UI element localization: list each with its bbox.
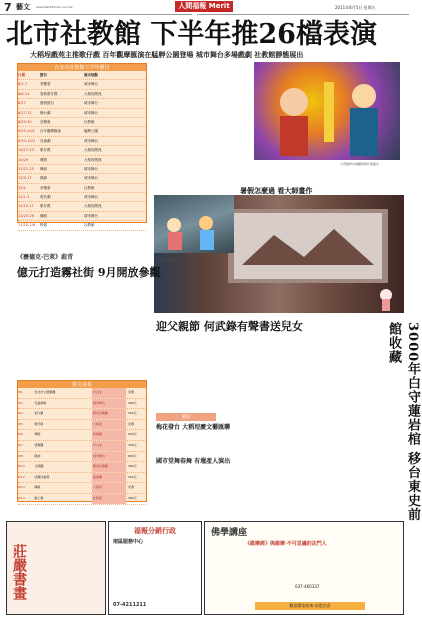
calendar-rows: [18, 388, 146, 505]
mini-title-right: 國市堂舞春舞 有壇產人演出: [156, 458, 231, 465]
schedule-venue: 大稻埕戲苑: [84, 157, 102, 162]
children-icon: [154, 195, 234, 253]
calendar-price: 免費: [128, 485, 135, 490]
schedule-program: 藝術節目: [40, 101, 54, 106]
schedule-date: 8/29-30: [18, 119, 32, 124]
calendar-venue: 中山堂: [92, 441, 126, 451]
ad-calligraphy[interactable]: [6, 521, 106, 615]
calendar-date: 8/14: [18, 495, 25, 500]
calendar-event: 弦樂四重奏: [34, 474, 50, 479]
schedule-row: [18, 118, 146, 127]
schedule-venue: 社教館: [84, 185, 95, 190]
website-url[interactable]: www.MeritTimes.com.tw: [36, 5, 73, 9]
schedule-venue: 城市舞台: [84, 138, 98, 143]
calendar-row: [18, 494, 146, 505]
calendar-event: 合唱團: [34, 464, 44, 469]
schedule-row: [18, 90, 146, 99]
mini-title-left: 梅花發台 大稻埕慶文藝匯聯: [156, 424, 231, 431]
schedule-program: 百年觀摩匯演: [40, 129, 61, 134]
article-body-left: [20, 225, 144, 247]
ad-lecture-sub: 《維摩經》與維摩‧不可思議的法門人: [245, 541, 327, 547]
schedule-date: 10/29: [18, 157, 29, 162]
calendar-price: 800元: [128, 453, 137, 458]
schedule-venue: 城市舞台: [84, 195, 98, 200]
section-body-left: [17, 284, 145, 366]
schedule-row: [18, 156, 146, 165]
ad-calligraphy-title: 莊嚴書畫: [11, 544, 27, 600]
section-title-center: 迎父親節 何武錄有聲書送兒女: [156, 320, 303, 333]
section-label: 藝文: [16, 3, 30, 11]
calendar-event: 兒童劇場: [34, 400, 47, 405]
ad-distribution-phone: 07-4211211: [113, 602, 147, 608]
calendar-row: [18, 399, 146, 410]
ad-distribution-sub: 南區服務中心: [113, 539, 144, 545]
ad-calligraphy-text: [31, 526, 101, 610]
schedule-venue: 城市舞台: [84, 101, 98, 106]
calendar-price: 500元: [128, 411, 137, 416]
calendar-price: 400元: [128, 400, 137, 405]
schedule-date: 10/17-23: [18, 148, 34, 153]
schedule-venue: 大稻埕戲苑: [84, 91, 102, 96]
ad-distribution-title: 福報分銷行政: [134, 527, 176, 535]
calendar-date: 8/12: [18, 474, 25, 479]
calendar-price: 免費: [128, 421, 135, 426]
calendar-venue: 大稻埕: [92, 420, 126, 430]
schedule-row: [18, 146, 146, 155]
calendar-row: [18, 473, 146, 484]
schedule-program: 特展: [40, 223, 47, 228]
calendar-date: 8/8: [18, 453, 23, 458]
calendar-price: 300元: [128, 495, 137, 500]
calendar-row: [18, 483, 146, 494]
calendar-venue: 演奏廳: [92, 473, 126, 483]
calendar-row: [18, 388, 146, 399]
schedule-venue: 城市舞台: [84, 82, 98, 87]
schedule-program: 音樂會: [40, 119, 51, 124]
calendar-venue: 大稻埕: [92, 483, 126, 493]
calendar-venue: 中山堂: [92, 388, 126, 398]
calendar-event: 爵士樂: [34, 495, 44, 500]
schedule-date: 8/1-7: [18, 82, 28, 87]
schedule-rows: [18, 80, 146, 230]
schedule-date: 12/25-26: [18, 213, 34, 218]
schedule-date: 8/17: [18, 101, 26, 106]
calendar-date: 8/2: [18, 400, 23, 405]
ad-distribution-text: [113, 546, 197, 598]
schedule-program: 舞蹈: [40, 213, 47, 218]
calendar-venue: 城市舞台: [92, 399, 126, 409]
mini-body-left: [156, 431, 380, 453]
newspaper-logo: 人間福報 Merit Times: [175, 1, 233, 12]
mini-body-right: [156, 465, 380, 505]
kids-photo-caption: 小朋友參觀畫展: [156, 258, 178, 262]
calendar-price: 免費: [128, 390, 135, 394]
calendar-row: [18, 462, 146, 473]
schedule-program: 舞台劇: [40, 110, 51, 115]
schedule-row: [18, 202, 146, 211]
ad-lecture-title: 佛學講座: [211, 528, 248, 538]
opera-figures-icon: [254, 62, 400, 160]
opera-photo: [254, 62, 400, 160]
calendar-row: [18, 430, 146, 441]
schedule-venue: 城市舞台: [84, 176, 98, 181]
calendar-venue: 國家音樂廳: [92, 462, 126, 472]
calendar-price: 400元: [128, 464, 137, 469]
schedule-date: 12/10-11: [18, 204, 34, 209]
schedule-program: 兒童劇: [40, 138, 51, 143]
schedule-row: [18, 174, 146, 183]
calendar-row: [18, 441, 146, 452]
schedule-header-row: [18, 71, 146, 80]
calendar-date: 8/1: [18, 390, 23, 394]
calendar-event: 歌仔戲: [34, 421, 44, 426]
calendar-row: [18, 420, 146, 431]
calendar-date: 8/7: [18, 442, 23, 447]
schedule-date: 8/8-14: [18, 91, 30, 96]
schedule-venue: 社教館: [84, 119, 95, 124]
calendar-event: 舞蹈: [34, 432, 41, 437]
section-title-vertical: 3000年白守蓮岩棺 移台東史前館收藏: [386, 322, 420, 522]
calendar-date: 8/6: [18, 432, 23, 437]
calendar-event: 室內樂: [34, 411, 44, 416]
schedule-row: [18, 80, 146, 89]
schedule-header-program: 節目: [40, 73, 47, 77]
schedule-row: [18, 137, 146, 146]
schedule-venue: 城市舞台: [84, 213, 98, 218]
schedule-venue: 大稻埕戲苑: [84, 204, 102, 209]
kids-photo: [154, 195, 234, 253]
schedule-header-venue: 演出地點: [84, 73, 98, 77]
schedule-row: [18, 193, 146, 202]
calendar-price: 500元: [128, 474, 137, 479]
schedule-program: 偶戲: [40, 157, 47, 162]
schedule-date: 11/21-25: [18, 166, 34, 171]
schedule-program: 歌仔戲: [40, 204, 51, 209]
calendar-row: [18, 409, 146, 420]
schedule-program: 現代劇: [40, 195, 51, 200]
section-body-center: [156, 338, 390, 408]
schedule-date: 9/30-10/2: [18, 138, 35, 143]
schedule-program: 音樂會: [40, 185, 51, 190]
ad-buddhist-lecture[interactable]: [204, 521, 404, 615]
page-number: 7: [4, 1, 12, 14]
schedule-title: 台北市社教館下半年節目: [18, 64, 146, 71]
schedule-row: [18, 212, 146, 221]
schedule-box: [17, 63, 147, 228]
schedule-venue: 社教館: [84, 223, 95, 228]
schedule-venue: 艋舺公園: [84, 129, 98, 134]
schedule-header-date: 日期: [18, 73, 25, 77]
schedule-program: 歌仔戲: [40, 148, 51, 153]
schedule-row: [18, 184, 146, 193]
schedule-venue: 城市舞台: [84, 110, 98, 115]
calendar-row: [18, 452, 146, 463]
schedule-row: [18, 165, 146, 174]
calendar-price: 600元: [128, 432, 137, 437]
museum-caption-title: 暑假怎麼過 看大師畫作: [240, 187, 313, 195]
schedule-program: 春秋歌仔戲: [40, 91, 58, 96]
schedule-venue: 大稻埕戲苑: [84, 148, 102, 153]
section-kicker: 《賽德克‧巴萊》殺青: [17, 254, 74, 261]
schedule-date: 8/17-21: [18, 110, 32, 115]
main-headline: 北市社教館 下半年推26檔表演: [6, 19, 377, 50]
calendar-date: 8/4: [18, 411, 23, 416]
calendar-venue: 新舞臺: [92, 430, 126, 440]
calendar-title: 藝文看板: [18, 381, 146, 388]
mini-section-tag: 藝訊: [156, 413, 216, 421]
opera-photo-caption: 小西園掌中劇團與歌仔戲演出: [340, 162, 380, 166]
ad-distribution[interactable]: [108, 521, 202, 615]
calendar-event: 戲劇: [34, 453, 41, 458]
calendar-venue: 城市舞台: [92, 452, 126, 462]
calendar-date: 8/13: [18, 485, 25, 490]
schedule-venue: 城市舞台: [84, 166, 98, 171]
issue-date: 2011年8月5日 星期五: [335, 5, 376, 10]
section-title-left: 億元打造霧社街 9月開放參觀: [17, 266, 161, 279]
schedule-date: 11/25-1/6: [18, 223, 35, 228]
calendar-date: 8/5: [18, 421, 23, 426]
schedule-row: [18, 127, 146, 136]
calendar-event: 管樂團: [34, 442, 44, 447]
schedule-program: 舞蹈: [40, 166, 47, 171]
schedule-date: 12/1-3: [18, 195, 30, 200]
schedule-date: 9/25-10/2: [18, 129, 35, 134]
calendar-price: 300元: [128, 442, 137, 447]
schedule-program: 戲劇: [40, 176, 47, 181]
calendar-event: 偶戲: [34, 485, 41, 490]
schedule-date: 12/9-17: [18, 176, 32, 181]
calendar-venue: 社教館: [92, 494, 126, 504]
schedule-program: 李寶春: [40, 82, 51, 87]
calendar-event: 台北市立國樂團: [34, 390, 56, 394]
ad-lecture-footer: 歡迎闔家前來‧同霑法喜: [255, 602, 365, 610]
schedule-date: 12/1: [18, 185, 26, 190]
schedule-row: [18, 109, 146, 118]
main-subhead: 大稻埕戲苑主推歌仔戲 百年觀摩匯演在艋舺公園登場 城市舞台多場戲劇 社教館靜態展出: [30, 51, 304, 59]
calendar-venue: 國家音樂廳: [92, 409, 126, 419]
calendar-box: [17, 380, 147, 502]
ad-lecture-phone: 037-460337: [295, 584, 320, 589]
schedule-row: [18, 99, 146, 108]
calendar-date: 8/10: [18, 464, 25, 469]
